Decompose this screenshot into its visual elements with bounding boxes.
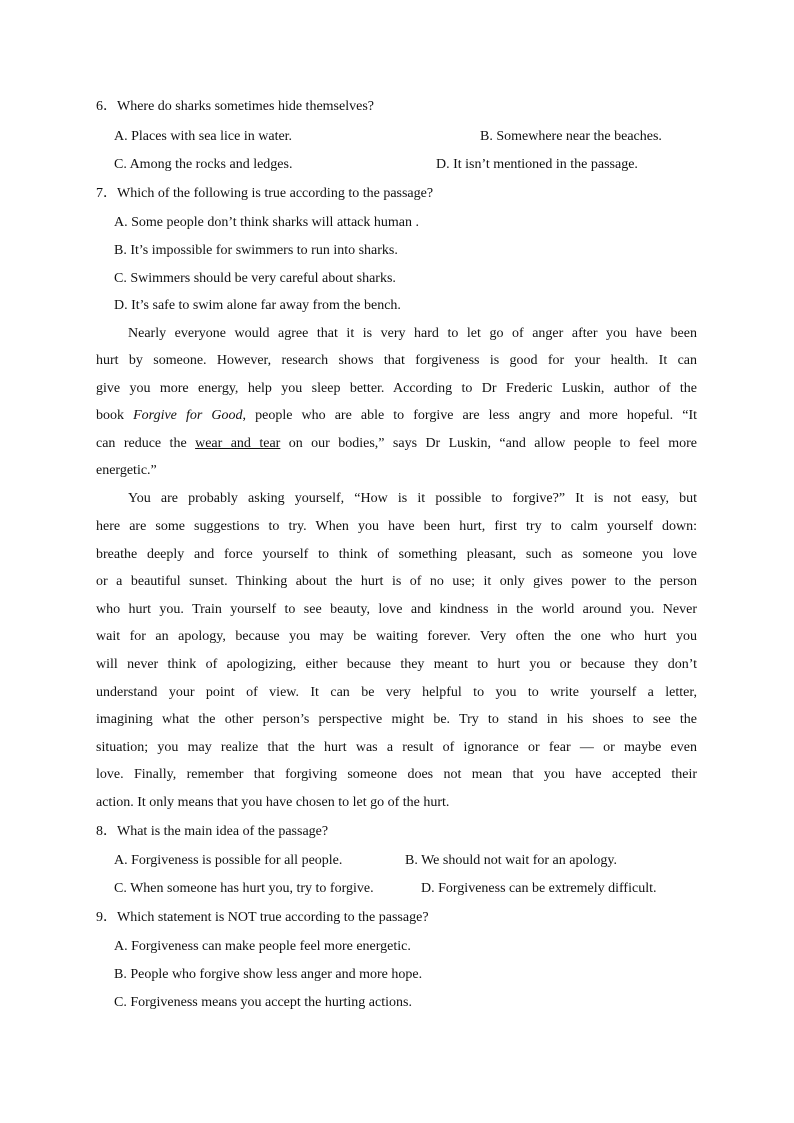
question-8-option-a: A. Forgiveness is possible for all people.: [114, 853, 343, 868]
underlined-phrase: wear and tear: [195, 436, 281, 451]
paragraph-2-line: love. Finally, remember that forgiving someone does not mean that you have accepted their: [96, 767, 697, 782]
book-text-prefix: book: [96, 408, 134, 423]
question-7-option-d: D. It’s safe to swim alone far away from the bench.: [114, 298, 401, 313]
question-6-stem: 6．Where do sharks sometimes hide themselves?: [96, 99, 374, 114]
paragraph-2-line: breathe deeply and force yourself to think of something pleasant, such as someone you love: [96, 547, 697, 562]
question-7-stem: 7．Which of the following is true according to the passage?: [96, 186, 434, 201]
question-6-option-b: B. Somewhere near the beaches.: [480, 129, 662, 144]
paragraph-2-line: will never think of apologizing, either because they meant to hurt you or because they don’t: [96, 657, 697, 672]
underline-prefix: can reduce the: [96, 436, 196, 451]
question-8-option-b: B. We should not wait for an apology.: [405, 853, 617, 868]
question-6-option-c: C. Among the rocks and ledges.: [114, 157, 293, 172]
paragraph-1-line: give you more energy, help you sleep better. According to Dr Frederic Luskin, author of the: [96, 381, 697, 396]
paragraph-2-line: understand your point of view. It can be very helpful to you to write yourself a letter,: [96, 685, 697, 700]
question-8-stem: 8．What is the main idea of the passage?: [96, 824, 329, 839]
paragraph-2-line: here are some suggestions to try. When you have been hurt, first try to calm yourself down:: [96, 519, 697, 534]
question-7-option-a: A. Some people don’t think sharks will attack human .: [114, 215, 419, 230]
paragraph-2-line: situation; you may realize that the hurt was a result of ignorance or fear — or maybe even: [96, 740, 697, 755]
question-9-option-b: B. People who forgive show less anger and more hope.: [114, 967, 423, 982]
underline-suffix: on our bodies,” says Dr Luskin, “and allow people to feel more: [280, 436, 697, 451]
paragraph-2-line: or a beautiful sunset. Thinking about the hurt is of no use; it only gives power to the person: [96, 574, 697, 589]
paragraph-1-line: energetic.”: [96, 463, 157, 478]
paragraph-2-line: who hurt you. Train yourself to see beauty, love and kindness in the world around you. Never: [96, 602, 697, 617]
question-6-option-d: D. It isn’t mentioned in the passage.: [436, 157, 638, 172]
question-8-option-d: D. Forgiveness can be extremely difficult.: [421, 881, 657, 896]
paragraph-1-line: [96, 435, 697, 453]
book-text-suffix: , people who are able to forgive are less angry and more hopeful. “It: [242, 408, 697, 423]
book-title: Forgive for Good: [133, 408, 243, 423]
question-9-option-a: A. Forgiveness can make people feel more energetic.: [114, 939, 411, 954]
paragraph-1-line: hurt by someone. However, research shows that forgiveness is good for your health. It can: [96, 353, 697, 368]
paragraph-1-line: Nearly everyone would agree that it is very hard to let go of anger after you have been: [128, 326, 697, 341]
question-8-option-c: C. When someone has hurt you, try to forgive.: [114, 881, 374, 896]
paragraph-2-line: You are probably asking yourself, “How is it possible to forgive?” It is not easy, but: [128, 491, 697, 506]
question-7-option-b: B. It’s impossible for swimmers to run into sharks.: [114, 243, 398, 258]
paragraph-1-line: [96, 407, 697, 425]
question-7-option-c: C. Swimmers should be very careful about sharks.: [114, 271, 396, 286]
paragraph-2-line: wait for an apology, because you may be waiting forever. Very often the one who hurt you: [96, 629, 697, 644]
paragraph-2-line: imagining what the other person’s perspective might be. Try to stand in his shoes to see the: [96, 712, 697, 727]
paragraph-2-line: action. It only means that you have chosen to let go of the hurt.: [96, 795, 450, 810]
question-9-option-c: C. Forgiveness means you accept the hurting actions.: [114, 995, 412, 1010]
question-9-stem: 9．Which statement is NOT true according to the passage?: [96, 910, 429, 925]
question-6-option-a: A. Places with sea lice in water.: [114, 129, 293, 144]
